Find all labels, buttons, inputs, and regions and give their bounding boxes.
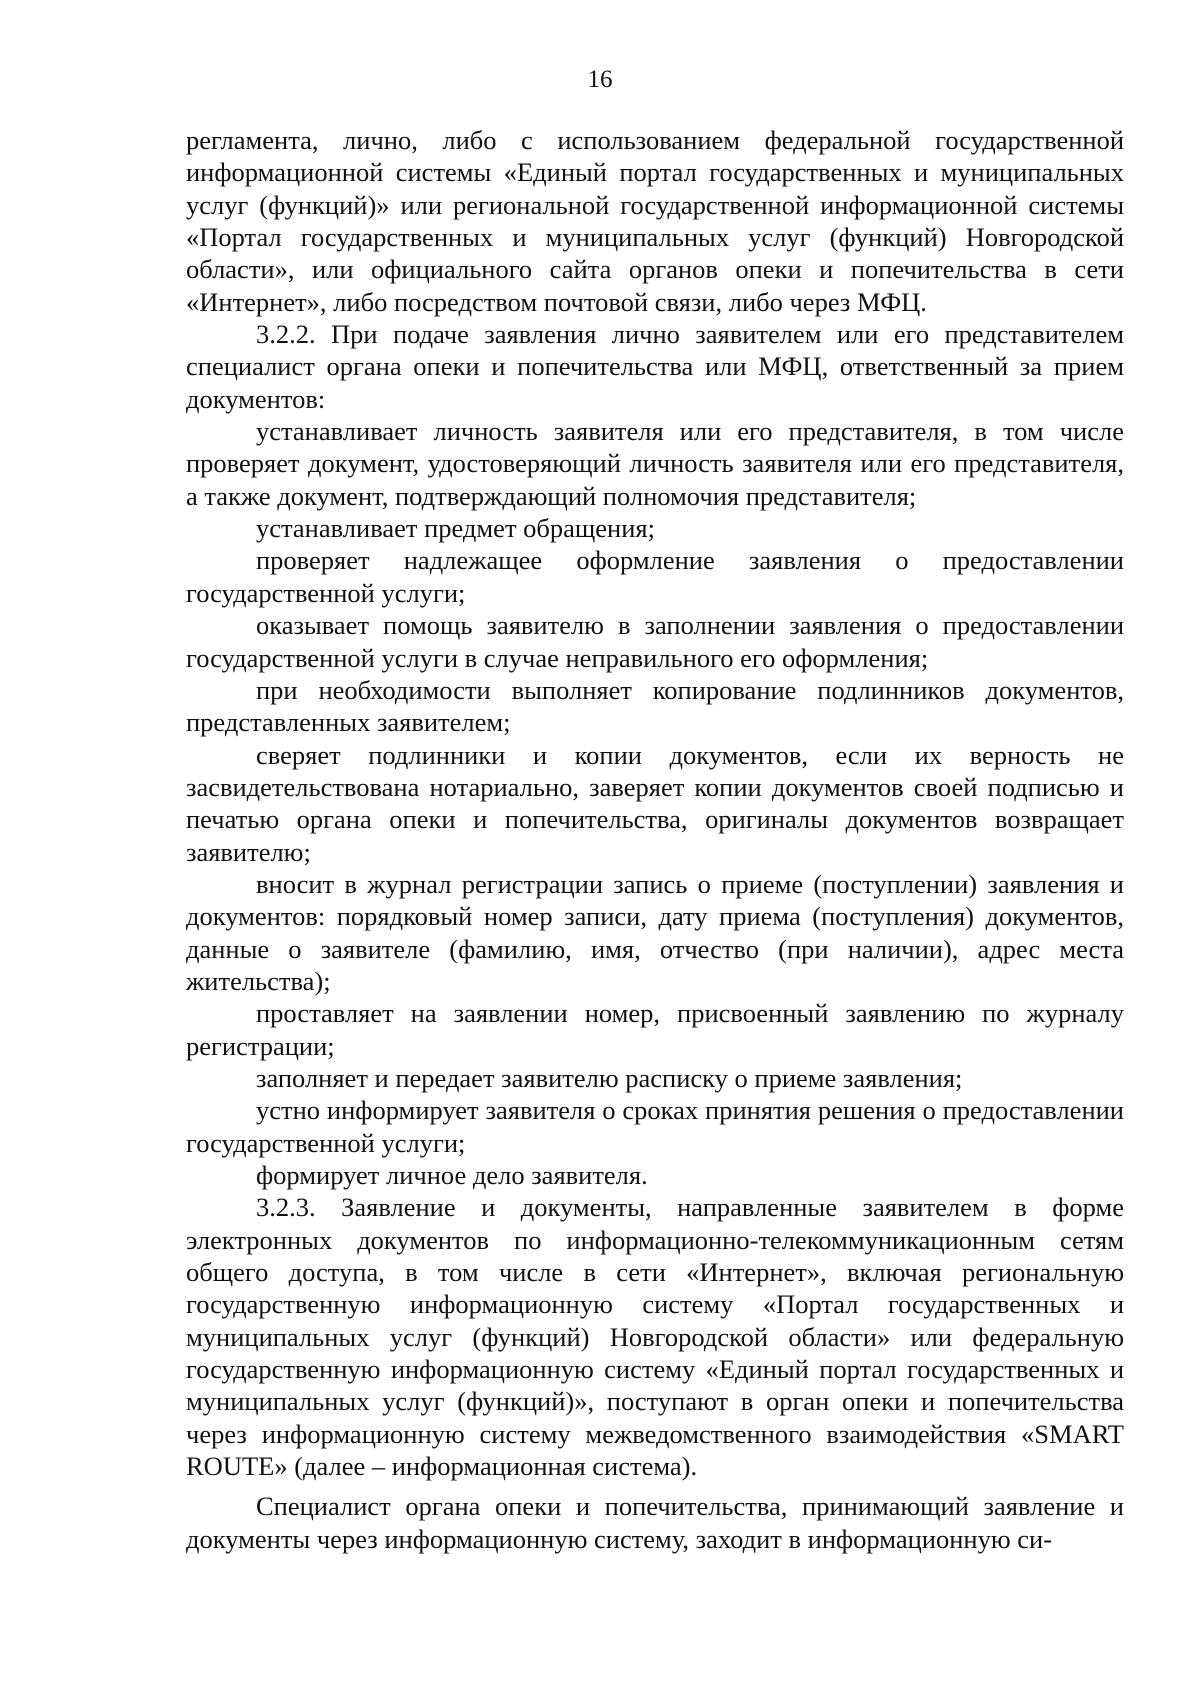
list-item-assist: оказывает помощь заявителю в заполнении заявления о предоставлении государственной услуги в случае неправильного его оформления; [186,610,1124,673]
list-item-personal-file: формирует личное дело заявителя. [256,1160,648,1190]
list-item-subject: устанавливает предмет обращения; [256,513,655,544]
list-item-check-form: проверяет надлежащее оформление заявления о предоставлении государственной услуги; [186,545,1124,608]
paragraph-regulation-continuation: регламента, лично, либо с использованием федеральной государственной информационной системы «Единый портал государственных и муниципальных услуг (функций)» или региональной государственной информационной системы «Портал государственных и муниципальных услуг (функций) Новгородской области», или официального сайта органов опеки и попечительства в сети «Интернет», либо посредством почтовой связи, либо через МФЦ. [186,125,1124,317]
paragraph-3-2-2: 3.2.2. При подаче заявления лично заявителем или его представителем специалист органа опеки и попечительства или МФЦ, ответственный за прием документов: [186,319,1124,414]
paragraph-specialist: Специалист органа опеки и попечительства, принимающий заявление и документы через информационную систему, заходит в информационную си- [186,1491,1124,1554]
paragraph-3-2-3: 3.2.3. Заявление и документы, направленные заявителем в форме электронных документов по информационно-телекоммуникационным сетям общего доступа, в том числе в сети «Интернет», включая региональную государственную информационную систему «Портал государственных и муниципальных услуг (функций) Новгородской области» или федеральную государственную информационную систему «Единый портал государственных и муниципальных услуг (функций)», поступают в орган опеки и попечительства через информационную систему межведомственного взаимодействия «SMART ROUTE» (далее – информационная система). [186,1192,1124,1482]
list-item-register: вносит в журнал регистрации запись о приеме (поступлении) заявления и документов: порядковый номер записи, дату приема (поступления) документов, данные о заявителе (фамилию, имя, отчество (при наличии), адрес места жительства); [186,868,1124,996]
list-item-receipt: заполняет и передает заявителю расписку о приеме заявления; [256,1062,963,1093]
list-item-number: проставляет на заявлении номер, присвоенный заявлению по журналу регистрации; [186,998,1124,1061]
list-item-verify: сверяет подлинники и копии документов, если их верность не засвидетельствована нотариально, заверяет копии документов своей подписью и печатью органа опеки и попечительства, оригиналы документов возвращает заявителю; [186,739,1124,867]
document-body [186,124,1124,1555]
list-item-identity: устанавливает личность заявителя или его представителя, в том числе проверяет документ, удостоверяющий личность заявителя или его представителя, а также документ, подтверждающий полномочия представителя; [186,416,1124,511]
list-item-inform: устно информирует заявителя о сроках принятия решения о предоставлении государственной услуги; [186,1095,1124,1158]
list-item-copy: при необходимости выполняет копирование подлинников документов, представленных заявителем; [186,674,1124,738]
page-number: 16 [587,66,613,93]
